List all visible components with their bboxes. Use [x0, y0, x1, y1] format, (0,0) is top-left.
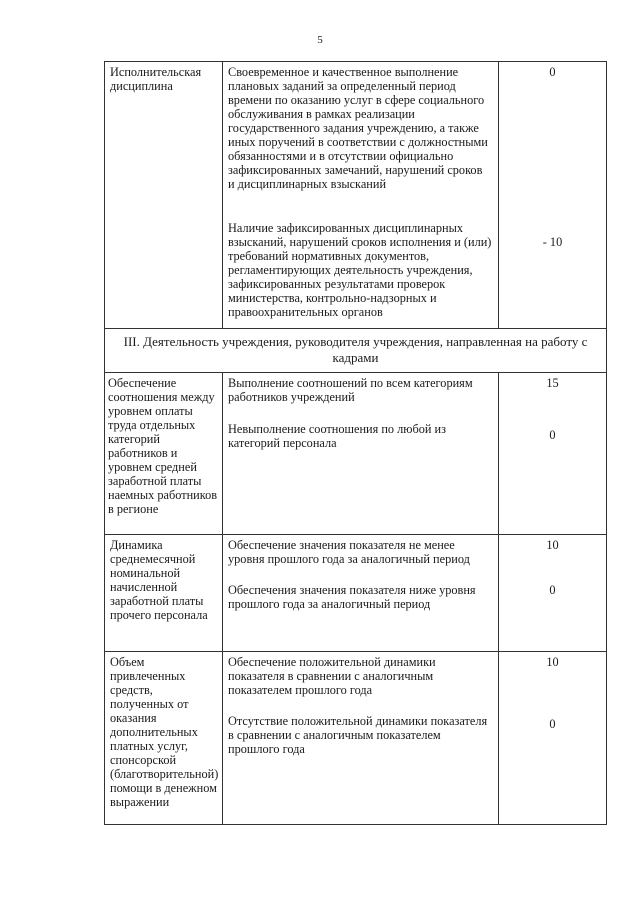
score-value: 0 — [549, 65, 556, 79]
table-row — [105, 535, 607, 652]
score-value: 10 — [546, 538, 559, 552]
description-text: Выполнение соотношений по всем категориям работников учреждений — [228, 376, 473, 404]
description-cell — [223, 652, 499, 825]
description-cell — [223, 62, 499, 329]
score-value: 15 — [546, 376, 559, 390]
criterion-cell — [105, 535, 223, 652]
score-cell — [499, 652, 607, 825]
description-text: Отсутствие положительной динамики показателя в сравнении с аналогичным показателем прошлого года — [228, 714, 488, 756]
description-text: Обеспечение значения показателя не менее уровня прошлого года за аналогичный период — [228, 538, 470, 566]
score-value: 10 — [546, 655, 559, 669]
criterion-cell — [105, 62, 223, 329]
criterion-text: Объем привлеченных средств, полученных от оказания дополнительных платных услуг, спонсорской (благотворительной) помощи в денежном выражении — [110, 655, 219, 809]
description-cell — [223, 373, 499, 535]
criterion-text: Исполнительская дисциплина — [110, 65, 202, 93]
description-text: Невыполнение соотношения по любой из категорий персонала — [228, 422, 446, 450]
description-text: Наличие зафиксированных дисциплинарных взысканий, нарушений сроков исполнения и (или) требований нормативных документов, регламентирующих деятельность учреждения, зафиксированных результатами проверок министерства, контрольно-надзорных и правоохранительных органов — [228, 221, 492, 319]
score-value: 0 — [549, 583, 556, 597]
criterion-cell — [105, 652, 223, 825]
score-value: 0 — [549, 428, 556, 442]
score-value: 0 — [549, 717, 556, 731]
table-row — [105, 62, 607, 329]
table-row — [105, 373, 607, 535]
criterion-cell — [105, 373, 223, 535]
score-cell — [499, 62, 607, 329]
description-text: Своевременное и качественное выполнение плановых заданий за определенный период времени по оказанию услуг в сфере социального обслуживания в рамках реализации государственного задания учреждению, а также иных поручений в соответствии с должностными обязанностями и в отсутствии официально зафиксированных замечаний, нарушений сроков и дисциплинарных взысканий — [228, 65, 488, 191]
description-text: Обеспечения значения показателя ниже уровня прошлого года за аналогичный период — [228, 583, 476, 611]
score-value: - 10 — [542, 235, 563, 249]
criterion-text: Динамика среднемесячной номинальной начисленной заработной платы прочего персонала — [110, 538, 208, 622]
criteria-table — [104, 61, 607, 825]
page-number: 5 — [317, 34, 323, 46]
score-cell — [499, 373, 607, 535]
section-title: III. Деятельность учреждения, руководителя учреждения, направленная на работу с кадрами — [105, 329, 607, 373]
criterion-text: Обеспечение соотношения между уровнем оплаты труда отдельных категорий работников и уровнем средней заработной платы наемных работников в регионе — [108, 376, 218, 516]
description-cell — [223, 535, 499, 652]
description-text: Обеспечение положительной динамики показателя в сравнении с аналогичным показателем прошлого года — [228, 655, 436, 697]
score-cell — [499, 535, 607, 652]
section-header-row — [105, 329, 607, 373]
table-row — [105, 652, 607, 825]
